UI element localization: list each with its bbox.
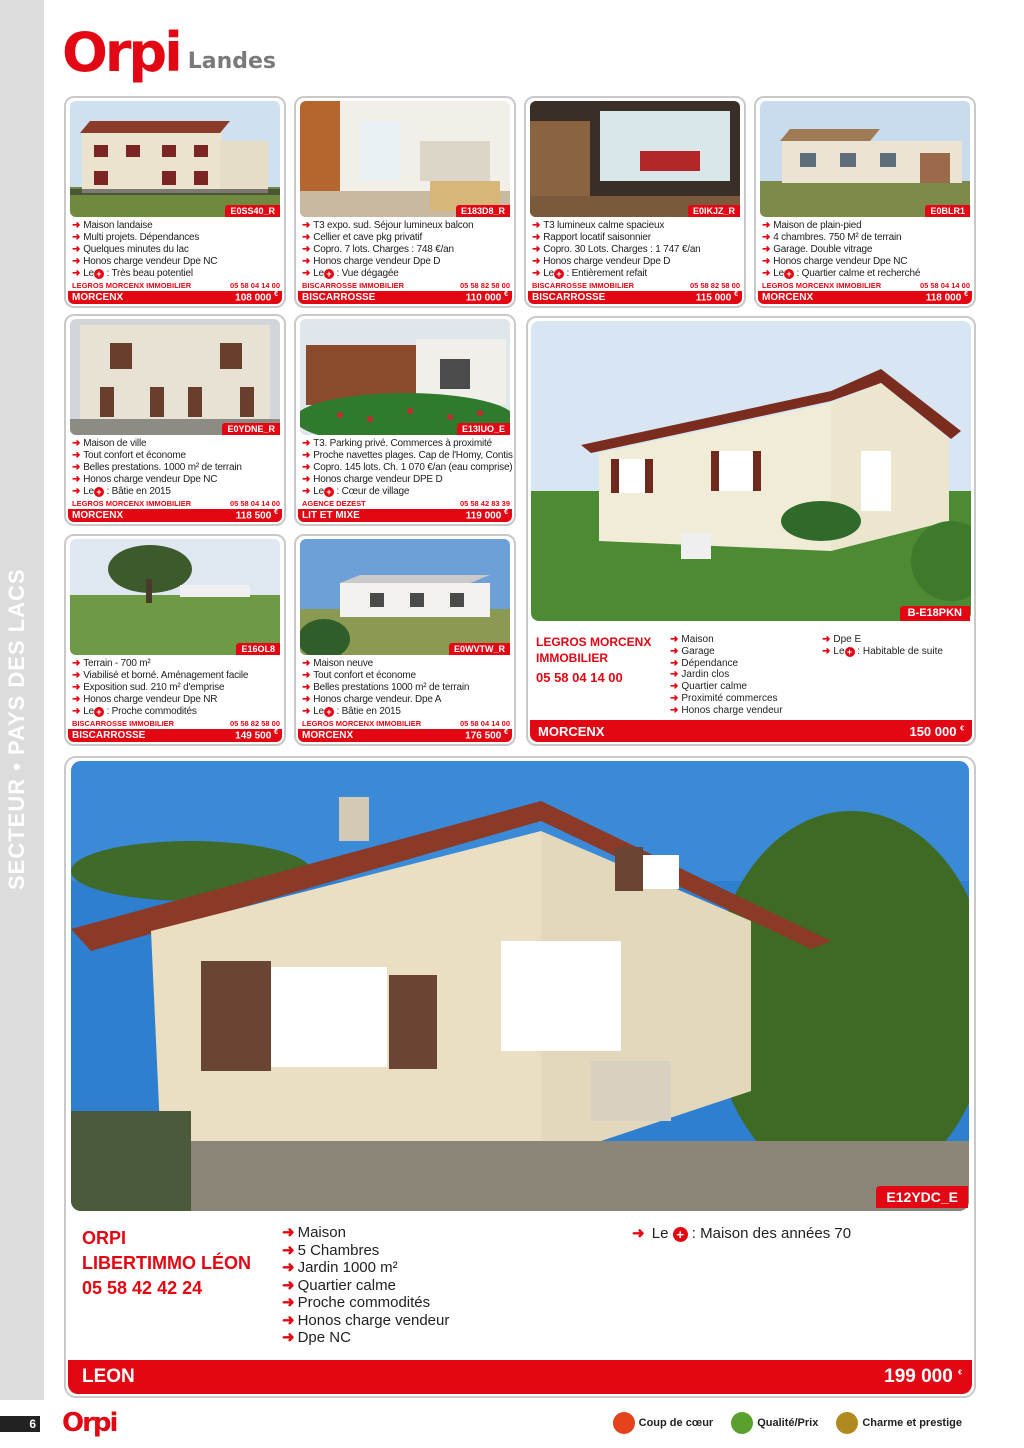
listing-photo	[70, 319, 280, 435]
listing-photo	[300, 319, 510, 435]
feature-item: ➜ Honos charge vendeur. Dpe A	[302, 694, 442, 705]
agency-row: LEGROS MORCENX IMMOBILIER 05 58 04 14 00	[302, 719, 510, 728]
city: BISCARROSSE	[532, 292, 606, 303]
footer	[0, 1406, 1024, 1448]
arrow-icon: ➜	[532, 220, 541, 231]
highlight-item: ➜ Le + : Cœur de village	[302, 486, 410, 497]
city: MORCENX	[762, 292, 814, 303]
arrow-icon: ➜	[302, 256, 311, 267]
city: BISCARROSSE	[72, 730, 146, 741]
feature-list	[302, 658, 514, 718]
arrow-icon: ➜	[302, 670, 311, 681]
arrow-icon: ➜	[670, 657, 679, 669]
feature-list	[670, 634, 783, 717]
feature-list	[72, 658, 284, 718]
legend-item: Charme et prestige	[836, 1412, 962, 1434]
price-bar	[758, 291, 972, 304]
orpi-logo	[62, 22, 276, 82]
agency-row: AGENCE DEZEST 05 58 42 83 39	[302, 499, 510, 508]
arrow-icon: ➜	[72, 244, 81, 255]
arrow-icon: ➜	[670, 669, 679, 681]
feature-item: ➜ Honos charge vendeur	[282, 1311, 450, 1329]
arrow-icon: ➜	[72, 220, 81, 231]
arrow-icon: ➜	[72, 682, 81, 693]
feature-item: ➜ Cellier et cave pkg privatif	[302, 232, 423, 243]
listing-card[interactable]	[294, 534, 516, 746]
arrow-icon: ➜	[72, 670, 81, 681]
listing-card[interactable]	[64, 314, 286, 526]
arrow-icon: ➜	[282, 1276, 295, 1294]
agency-phone: 05 58 04 14 00	[536, 670, 623, 685]
feature-item: ➜ Maison	[670, 634, 714, 645]
arrow-icon: ➜	[282, 1259, 295, 1276]
listing-ref: E0WVTW_R	[449, 643, 510, 655]
feature-item: ➜ Honos charge vendeur Dpe D	[302, 256, 441, 267]
arrow-icon: ➜	[762, 244, 771, 255]
price-bar	[68, 509, 282, 522]
city: MORCENX	[302, 730, 354, 741]
arrow-icon: ➜	[822, 634, 831, 645]
feature-item: ➜ Honos charge vendeur Dpe NC	[762, 256, 908, 267]
highlight-item: ➜ Le + : Maison des années 70	[632, 1225, 852, 1242]
arrow-icon: ➜	[762, 256, 771, 267]
arrow-icon: ➜	[302, 438, 311, 449]
feature-item: ➜ Garage. Double vitrage	[762, 244, 873, 255]
listing-card[interactable]	[524, 96, 746, 308]
feature-item: ➜ Proche commodités	[282, 1294, 431, 1311]
arrow-icon: ➜	[72, 438, 81, 449]
price: 115 000 €	[695, 291, 738, 304]
city: LEON	[82, 1366, 135, 1387]
arrow-icon: ➜	[302, 220, 311, 231]
agency-row: LEGROS MORCENX IMMOBILIER 05 58 04 14 00	[762, 281, 970, 290]
legend-item: Qualité/Prix	[731, 1412, 818, 1434]
plus-icon: +	[673, 1227, 688, 1242]
feature-list-secondary	[822, 634, 943, 658]
plus-icon: +	[784, 269, 794, 279]
listing-ref: E13IUO_E	[457, 423, 510, 435]
feature-item: ➜ Garage	[670, 645, 715, 657]
agency-name: ORPI LIBERTIMMO LÉON	[82, 1228, 251, 1273]
agency-phone: 05 58 42 42 24	[82, 1278, 203, 1298]
city: BISCARROSSE	[302, 292, 376, 303]
feature-item: ➜ Dpe NC	[282, 1329, 351, 1346]
price: 118 000 €	[925, 291, 968, 304]
legend-item: Coup de cœur	[613, 1412, 714, 1434]
feature-item: ➜ Quartier calme	[670, 681, 747, 693]
arrow-icon: ➜	[670, 645, 679, 657]
feature-item: ➜ Exposition sud. 210 m² d'emprise	[72, 682, 225, 693]
city: MORCENX	[72, 292, 124, 303]
highlight-item: ➜ Le + : Très beau potentiel	[72, 268, 193, 279]
feature-item: ➜ Maison landaise	[72, 220, 153, 231]
feature-item: ➜ Dpe E	[822, 634, 862, 645]
price-bar	[298, 729, 512, 742]
feature-item: ➜ Copro. 30 Lots. Charges : 1 747 €/an	[532, 244, 701, 255]
highlight-item: ➜ Le + : Entièrement refait	[532, 268, 647, 279]
price: 149 500 €	[235, 729, 278, 742]
feature-item: ➜ Multi projets. Dépendances	[72, 232, 200, 243]
feature-item: ➜ Dépendance	[670, 657, 739, 669]
listing-ref: E12YDC_E	[876, 1186, 968, 1208]
arrow-icon: ➜	[302, 462, 311, 473]
arrow-icon: ➜	[72, 658, 81, 669]
listing-photo	[300, 539, 510, 655]
feature-item: ➜ Honos charge vendeur Dpe D	[532, 256, 671, 267]
arrow-icon: ➜	[532, 268, 541, 279]
logo-region: Landes	[187, 49, 276, 74]
arrow-icon: ➜	[632, 1225, 645, 1242]
highlight-item: ➜ Le + : Proche commodités	[72, 706, 197, 717]
arrow-icon: ➜	[72, 268, 81, 279]
highlight-item: ➜ Le + : Bâtie en 2015	[302, 706, 401, 717]
feature-item: ➜ Belles prestations. 1000 m² de terrain	[72, 462, 242, 473]
feature-item: ➜ T3. Parking privé. Commerces à proximité	[302, 438, 492, 449]
price: 176 500 €	[465, 729, 508, 742]
feature-list	[302, 220, 514, 280]
feature-list	[282, 1224, 449, 1347]
listing-card[interactable]	[294, 96, 516, 308]
price-bar	[68, 1360, 972, 1394]
arrow-icon: ➜	[72, 486, 81, 497]
arrow-icon: ➜	[302, 474, 311, 485]
feature-list	[532, 220, 744, 280]
plus-icon: +	[554, 269, 564, 279]
featured-listing[interactable]	[526, 316, 976, 746]
feature-item: ➜ Tout confort et économe	[302, 670, 416, 681]
arrow-icon: ➜	[282, 1224, 295, 1241]
price-bar	[530, 720, 972, 742]
feature-item: ➜ Copro. 7 lots. Charges : 748 €/an	[302, 244, 454, 255]
plus-icon: +	[94, 707, 104, 717]
highlight-item: ➜ Le + : Vue dégagée	[302, 268, 399, 279]
arrow-icon: ➜	[670, 634, 679, 645]
arrow-icon: ➜	[72, 232, 81, 243]
listing-ref: E0YDNE_R	[222, 423, 280, 435]
arrow-icon: ➜	[532, 244, 541, 255]
feature-item: ➜ Honos charge vendeur Dpe NC	[72, 474, 218, 485]
arrow-icon: ➜	[302, 450, 311, 461]
arrow-icon: ➜	[302, 694, 311, 705]
featured-photo	[531, 321, 971, 621]
arrow-icon: ➜	[72, 450, 81, 461]
feature-item: ➜ T3 lumineux calme spacieux	[532, 220, 665, 231]
arrow-icon: ➜	[302, 658, 311, 669]
listing-card[interactable]	[754, 96, 976, 308]
plus-icon: +	[94, 269, 104, 279]
agency-row: BISCARROSSE IMMOBILIER 05 58 82 58 00	[532, 281, 740, 290]
listing-card[interactable]	[294, 314, 516, 526]
feature-item: ➜ Jardin 1000 m²	[282, 1259, 398, 1276]
listing-photo	[300, 101, 510, 217]
city: LIT ET MIXE	[302, 510, 360, 521]
price-bar	[298, 291, 512, 304]
main-listing[interactable]	[64, 756, 976, 1398]
agency-row: LEGROS MORCENX IMMOBILIER 05 58 04 14 00	[72, 499, 280, 508]
price-bar	[528, 291, 742, 304]
arrow-icon: ➜	[282, 1241, 295, 1259]
agency-row: BISCARROSSE IMMOBILIER 05 58 82 58 00	[72, 719, 280, 728]
city: MORCENX	[538, 723, 605, 739]
main-photo	[71, 761, 969, 1211]
highlight-item: ➜ Le + : Quartier calme et recherché	[762, 268, 921, 279]
feature-item: ➜ Honos charge vendeur DPE D	[302, 474, 443, 485]
price: 110 000 €	[465, 291, 508, 304]
price-bar	[68, 291, 282, 304]
arrow-icon: ➜	[532, 232, 541, 243]
arrow-icon: ➜	[762, 268, 771, 279]
arrow-icon: ➜	[282, 1294, 295, 1311]
sector-label: SECTEUR • PAYS DES LACS	[4, 568, 29, 890]
listing-ref: E0SS40_R	[225, 205, 280, 217]
listing-card[interactable]	[64, 96, 286, 308]
price: 108 000 €	[235, 291, 278, 304]
feature-item: ➜ Honos charge vendeur Dpe NC	[72, 256, 218, 267]
arrow-icon: ➜	[532, 256, 541, 267]
arrow-icon: ➜	[72, 706, 81, 717]
price: 199 000 €	[884, 1366, 962, 1387]
price: 119 000 €	[465, 509, 508, 522]
feature-item: ➜ Viabilisé et borné. Aménagement facile	[72, 670, 249, 681]
feature-item: ➜ 5 Chambres	[282, 1241, 380, 1259]
arrow-icon: ➜	[302, 268, 311, 279]
arrow-icon: ➜	[72, 462, 81, 473]
agency-row: LEGROS MORCENX IMMOBILIER 05 58 04 14 00	[72, 281, 280, 290]
house-star-icon	[731, 1412, 753, 1434]
arrow-icon: ➜	[302, 232, 311, 243]
arrow-icon: ➜	[762, 220, 771, 231]
agency-row: BISCARROSSE IMMOBILIER 05 58 82 58 00	[302, 281, 510, 290]
logo-brand: Orpi	[62, 21, 180, 84]
price-bar	[68, 729, 282, 742]
feature-item: ➜ Copro. 145 lots. Ch. 1 070 €/an (eau comprise)	[302, 462, 513, 473]
feature-item: ➜ Jardin clos	[670, 669, 730, 681]
feature-item: ➜ Proche navettes plages. Cap de l'Homy, Contis	[302, 450, 513, 461]
feature-item: ➜ Proximité commerces	[670, 692, 778, 704]
arrow-icon: ➜	[302, 486, 311, 497]
highlight-item: ➜ Le + : Habitable de suite	[822, 645, 943, 657]
price: 150 000 €	[909, 723, 964, 739]
city: MORCENX	[72, 510, 124, 521]
feature-item: ➜ Rapport locatif saisonnier	[532, 232, 651, 243]
arrow-icon: ➜	[302, 706, 311, 717]
feature-item: ➜ Quartier calme	[282, 1276, 396, 1294]
house-crown-icon	[836, 1412, 858, 1434]
arrow-icon: ➜	[670, 692, 679, 704]
footer-logo: Orpi	[62, 1408, 117, 1438]
feature-item: ➜ Belles prestations 1000 m² de terrain	[302, 682, 470, 693]
listing-photo	[530, 101, 740, 217]
arrow-icon: ➜	[762, 232, 771, 243]
arrow-icon: ➜	[670, 681, 679, 693]
arrow-icon: ➜	[822, 645, 831, 657]
feature-item: ➜ Terrain - 700 m²	[72, 658, 151, 669]
listing-ref: E16OL8	[236, 643, 280, 655]
arrow-icon: ➜	[72, 694, 81, 705]
arrow-icon: ➜	[282, 1311, 295, 1329]
listing-card[interactable]	[64, 534, 286, 746]
house-heart-icon	[613, 1412, 635, 1434]
feature-list	[72, 438, 284, 498]
listing-ref: E0IKJZ_R	[688, 205, 740, 217]
plus-icon: +	[845, 647, 855, 657]
price: 118 500 €	[235, 509, 278, 522]
arrow-icon: ➜	[302, 244, 311, 255]
arrow-icon: ➜	[302, 682, 311, 693]
arrow-icon: ➜	[72, 474, 81, 485]
listing-photo	[70, 101, 280, 217]
listing-ref: E0BLR1	[925, 205, 970, 217]
arrow-icon: ➜	[282, 1329, 295, 1346]
feature-item: ➜ Maison de ville	[72, 438, 147, 449]
agency-name: LEGROS MORCENX IMMOBILIER	[536, 635, 652, 665]
arrow-icon: ➜	[670, 704, 679, 716]
listing-ref: B-E18PKN	[900, 606, 970, 621]
feature-list	[302, 438, 514, 498]
listing-ref: E183D8_R	[456, 205, 510, 217]
feature-item: ➜ Quelques minutes du lac	[72, 244, 189, 255]
feature-list	[762, 220, 974, 280]
price-bar	[298, 509, 512, 522]
arrow-icon: ➜	[72, 256, 81, 267]
highlight-item: ➜ Le + : Bâtie en 2015	[72, 486, 171, 497]
listing-photo	[760, 101, 970, 217]
feature-item: ➜ Maison neuve	[302, 658, 374, 669]
feature-item: ➜ Honos charge vendeur	[670, 704, 783, 716]
plus-icon: +	[94, 487, 104, 497]
legend	[613, 1412, 962, 1434]
plus-icon: +	[324, 269, 334, 279]
feature-list	[72, 220, 284, 280]
feature-item: ➜ Tout confort et économe	[72, 450, 186, 461]
page-number: 6	[0, 1416, 40, 1432]
feature-item: ➜ Maison de plain-pied	[762, 220, 862, 231]
listing-photo	[70, 539, 280, 655]
plus-icon: +	[324, 487, 334, 497]
feature-item: ➜ 4 chambres. 750 M² de terrain	[762, 232, 902, 243]
feature-item: ➜ Honos charge vendeur Dpe NR	[72, 694, 218, 705]
plus-icon: +	[324, 707, 334, 717]
feature-item: ➜ T3 expo. sud. Séjour lumineux balcon	[302, 220, 474, 231]
feature-item: ➜ Maison	[282, 1224, 346, 1241]
